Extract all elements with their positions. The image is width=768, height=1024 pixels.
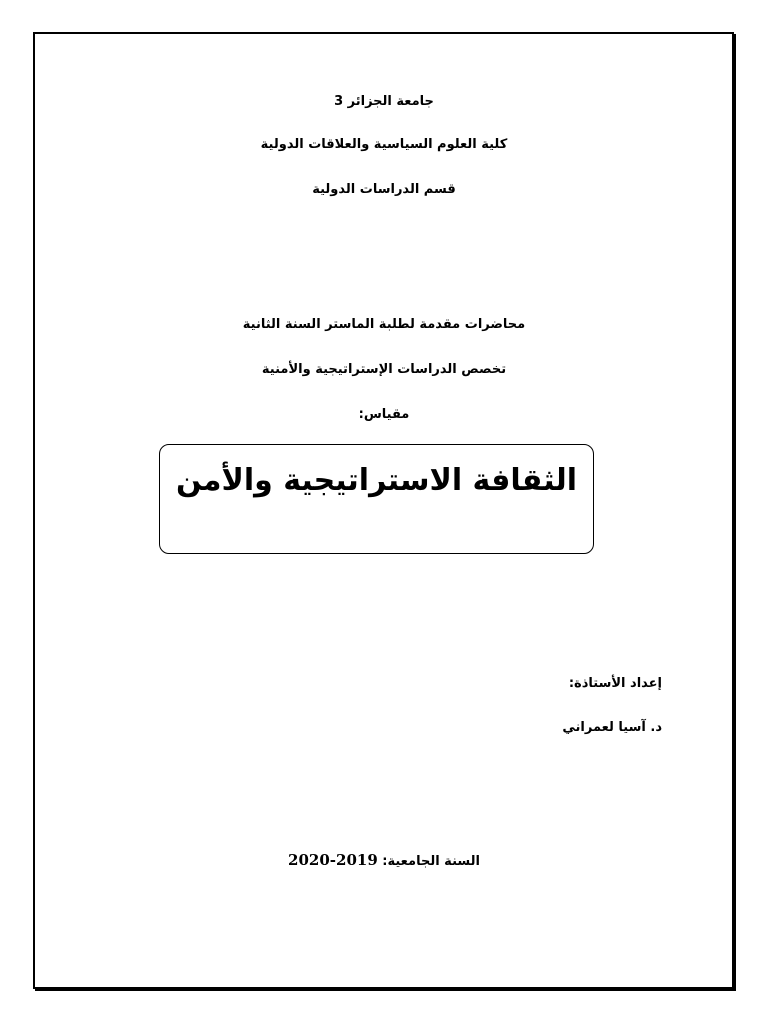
university-name: جامعة الجزائر 3 (334, 94, 434, 109)
academic-year-line (0, 851, 768, 869)
department-name: قسم الدراسات الدولية (312, 182, 456, 197)
module-label: مقياس: (358, 407, 410, 422)
module-title-box (159, 444, 594, 554)
module-title: الثقافة الاستراتيجية والأمن (175, 463, 578, 498)
author-name: د. آسيا لعمراني (562, 720, 662, 735)
specialization-line: تخصص الدراسات الإستراتيجية والأمنية (261, 362, 507, 377)
academic-year-label: السنة الجامعية: (382, 854, 480, 869)
audience-line: محاضرات مقدمة لطلبة الماستر السنة الثانية (242, 317, 526, 332)
academic-year-value: 2020-2019 (288, 851, 378, 869)
faculty-name: كلية العلوم السياسية والعلاقات الدولية (260, 137, 508, 152)
prepared-by-label: إعداد الأستاذة: (568, 676, 662, 691)
